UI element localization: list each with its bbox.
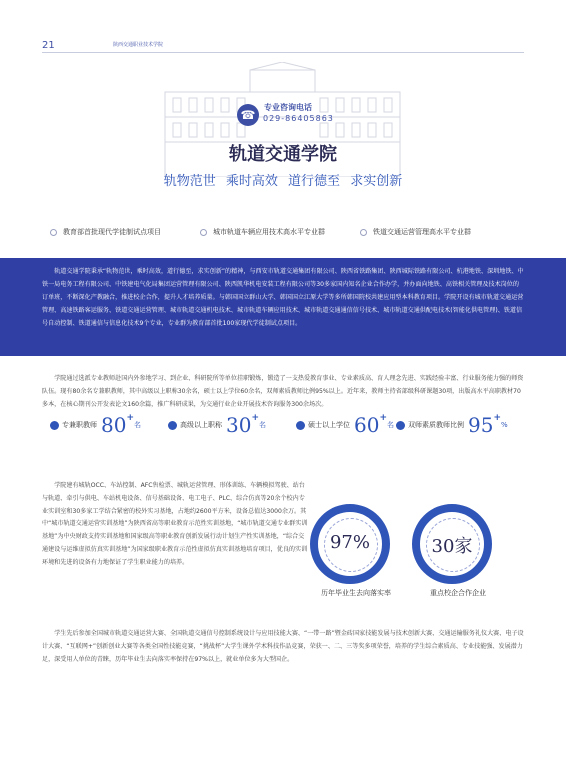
header-divider [42,52,524,53]
stat-item: 专兼职教师 80+名 [50,413,141,433]
partner-count-ring [412,504,492,584]
title-icon [168,421,177,430]
circle-bullet-icon [200,229,207,236]
degree-icon [296,421,305,430]
partner-count-value: 30家 [431,536,473,557]
plus-icon: + [493,413,501,423]
faculty-paragraph: 学院通过选派专业教师赴国内外参地学习、到企业、科研院所等单位挂职锻炼，锻造了一支热爱教育事业、专业素质高、育人理念先进、实践经验丰富、行业服务能力强的师资队伍。现有80余名专兼职教师，其中高级以上职称30余名，硕士以上学位60余名，双师素质教师比例95%以上。近年来，教师主持省部级科研课题30项，出版高水平高职教材70多本，在核心期刊公开发表论文160余篇，推广科研成果，为交通行业企业开展技术咨询服务300余场次。 [42,375,524,408]
plus-icon: + [251,413,259,423]
motto: 轨物范世 乘时高效 道行德至 求实创新 [163,174,403,189]
stat-item: 硕士以上学位 60+名 [296,413,394,433]
placement-rate-value: 97% [329,532,370,553]
stat-item: 高级以上职称 30+名 [168,413,266,433]
partner-count-caption: 重点校企合作企业 [430,589,486,597]
contact-label: 专业咨询电话 [264,103,312,112]
school-name: 轨道交通学院 [229,144,337,165]
plus-icon: + [126,413,134,423]
intro-text: 轨道交通学院秉承“轨物范世，乘时高效，道行德至，求实创新”的精神，与西安市轨道交通集团有限公司、陕西省铁路集团、陕西城际铁路有限公司、杭港地铁、深圳地铁、中铁一局电务工程有限公司、中铁建电气化局集团运营管理有限公司、陕西凯华机电安装工程有限公司等30多家国内知名企业合作办学，并办面向地铁、高铁相关管理及技术岗位的订单班，不断深化产教融合，推进校企合作，提升人才培养质量。与韩国国立群山大学、韩国国立江原大学等多所韩国院校共建应用型本科教育项目。学院开设有城市轨道交通运营管理、高速铁路客运服务、铁道交通运营管理、城市轨道交通机电技术、城市轨道车辆应用技术、城市轨道交通通信信号技术、城市轨道交通供配电技术(智能化供电管理)、铁道信号自动控制、铁道通信与信息化技术9个专业，专业群为教育部首批100家现代学徒制试点项目。 [42,268,524,327]
circle-bullet-icon [50,229,57,236]
feature-item: 教育部首批现代学徒制试点项目 [50,227,161,237]
facility-paragraph: 学院建有城轨OCC、车站控制、AFC售检票、城轨运营管理、形体训练、车辆模拟驾驶、站台与轨道、牵引与供电、车站机电设备、信号基础设备、电工电子、PLC、综合仿真等20余个校内专业实训室和30多家工学结合紧密的校外实习基地，占地约2600平方米，设备总值达3000余万。其中“城市轨道交通运营实训基地”为陕西省高等职业教育示范性实训基地，“城市轨道交通专业群实训基地”为中央财政支持实训基地和国家级高等职业教育创新发展行动计划生产性实训基地，“综合交通建设与运维虚拟仿真实训基地”为国家级职业教育示范性虚拟仿真实训基地培育项目，优良的实训环境和先进的设备有力地保证了学生职业能力的培养。 [42,482,308,566]
contact-phone: 029-86405863 [263,114,334,123]
placement-rate-caption: 历年毕业生去向落实率 [321,589,391,597]
feature-item: 铁道交通运营管理高水平专业群 [360,227,471,237]
stat-item: 双师素质教师比例 95+% [396,413,508,433]
placement-rate-ring [310,504,390,584]
feature-item: 城市轨道车辆应用技术高水平专业群 [200,227,325,237]
teacher-icon [50,421,59,430]
circle-bullet-icon [360,229,367,236]
phone-icon: ☎ [237,104,259,126]
competition-paragraph: 学生先后参加全国城市轨道交通运营大赛、全国轨道交通信号控制系统设计与应用技能大赛、“一带一路”暨金砖国家技能发展与技术创新大赛、交通运输服务礼仪大赛、电子设计大赛、“互联网+”创新创业大赛等各类全国性技能竞赛，“挑战杯”大学生课外学术科技作品竞赛，荣获一、二、三等奖多项荣誉，培养的学生综合素质高、专业技能强、发展潜力足，深受用人单位的青睐，历年毕业生去向落实率保持在97%以上，就业单位多为大型国企。 [42,630,524,663]
badge-icon [396,421,405,430]
plus-icon: + [379,413,387,423]
running-header: 陕西交通职业技术学院 [113,42,164,48]
page-number: 21 [42,40,55,51]
